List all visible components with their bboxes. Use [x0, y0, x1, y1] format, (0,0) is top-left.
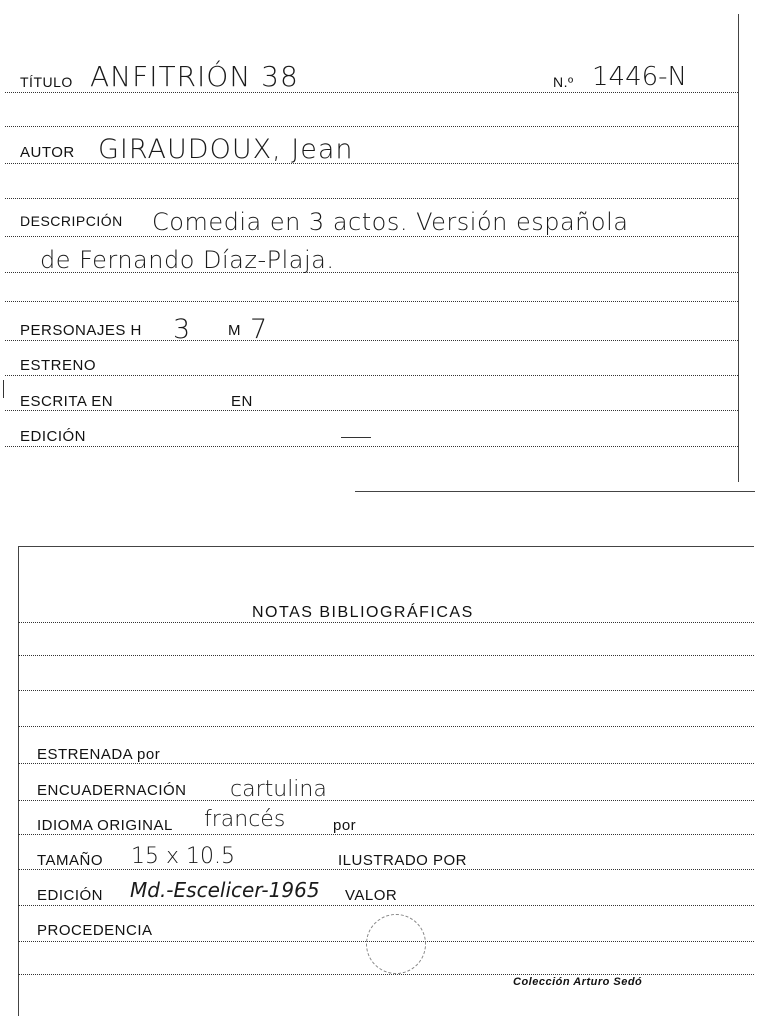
idioma-por-label: por: [333, 817, 357, 834]
rule: [5, 236, 738, 237]
rule: [18, 690, 754, 691]
coleccion-label: Colección Arturo Sedó: [513, 976, 643, 988]
titulo-value: ANFITRIÓN 38: [90, 60, 299, 93]
personajes-m-label: M: [228, 322, 241, 339]
escrita-en-label: EN: [231, 393, 253, 410]
pen-mark: [341, 437, 371, 438]
personajes-label: PERSONAJES H: [20, 322, 142, 339]
notas-heading: NOTAS BIBLIOGRÁFICAS: [252, 604, 474, 621]
rule: [5, 410, 738, 411]
rule: [5, 301, 738, 302]
rule: [5, 198, 738, 199]
rule: [18, 869, 754, 870]
autor-label: AUTOR: [20, 144, 75, 161]
autor-value: GIRAUDOUX, Jean: [98, 134, 354, 165]
idioma-value: francés: [204, 807, 286, 832]
rule: [5, 375, 738, 376]
estreno-label: ESTRENO: [20, 357, 97, 374]
tamano-value: 15 x 10.5: [131, 844, 235, 869]
card2-top-border: [18, 546, 754, 547]
rule: [18, 974, 754, 975]
edicion-label: EDICIÓN: [20, 428, 87, 445]
rule: [18, 834, 754, 835]
rule: [5, 126, 738, 127]
idioma-label: IDIOMA ORIGINAL: [37, 817, 173, 834]
rule: [5, 446, 738, 447]
procedencia-label: PROCEDENCIA: [37, 922, 153, 939]
rule: [18, 800, 754, 801]
rule: [18, 726, 754, 727]
personajes-h-value: 3: [173, 314, 191, 345]
personajes-m-value: 7: [250, 314, 268, 345]
card1-right-border: [738, 14, 739, 482]
escrita-label: ESCRITA EN: [20, 393, 114, 410]
left-edge-mark: [3, 380, 4, 398]
descripcion-label: DESCRIPCIÓN: [20, 213, 123, 229]
titulo-label: TÍTULO: [20, 74, 73, 90]
valor-label: VALOR: [345, 887, 398, 904]
numero-value: 1446-N: [592, 62, 687, 92]
estrenada-label: ESTRENADA por: [37, 746, 161, 763]
descripcion-value-line1: Comedia en 3 actos. Versión española: [152, 208, 629, 236]
ilustrado-label: ILUSTRADO POR: [338, 852, 468, 869]
library-stamp: [366, 914, 426, 974]
edicion2-label: EDICIÓN: [37, 887, 104, 904]
card1-bottom-border: [355, 491, 755, 492]
encuadernacion-value: cartulina: [230, 777, 327, 802]
rule: [18, 655, 754, 656]
edicion2-value: Md.-Escelicer-1965: [130, 878, 320, 902]
rule: [18, 763, 754, 764]
tamano-label: TAMAÑO: [37, 852, 104, 869]
rule: [18, 905, 754, 906]
encuadernacion-label: ENCUADERNACIÓN: [37, 782, 187, 799]
card2-left-border: [18, 546, 19, 1016]
descripcion-value-line2: de Fernando Díaz-Plaja.: [40, 246, 335, 274]
numero-label: N.º: [553, 74, 574, 90]
rule: [18, 622, 754, 623]
rule: [5, 340, 738, 341]
